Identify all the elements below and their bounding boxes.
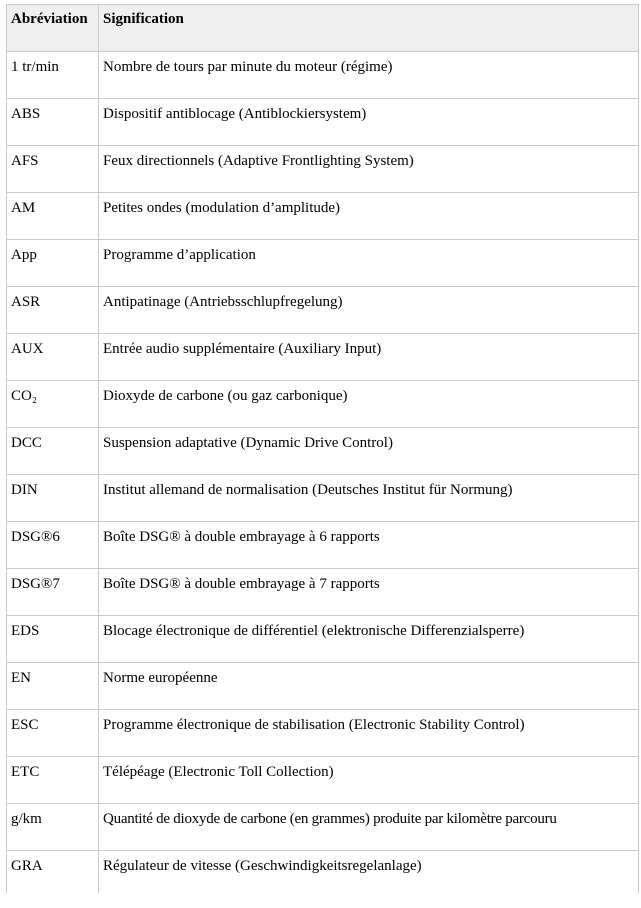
abbreviation-cell: DSG®6 <box>7 522 99 569</box>
abbreviation-cell: ABS <box>7 99 99 146</box>
table-row <box>7 475 639 522</box>
meaning-cell: Petites ondes (modulation d’amplitude) <box>99 193 639 240</box>
abbreviation-cell: ASR <box>7 287 99 334</box>
abbreviation-cell: EDS <box>7 616 99 663</box>
table-row <box>7 428 639 475</box>
meaning-cell: Quantité de dioxyde de carbone (en grammes) produite par kilomètre parcouru <box>99 804 639 851</box>
abbreviation-cell: EN <box>7 663 99 710</box>
table-row <box>7 710 639 757</box>
meaning-cell: Programme électronique de stabilisation (Electronic Stability Control) <box>99 710 639 757</box>
table-row <box>7 616 639 663</box>
header-meaning: Signification <box>99 5 639 52</box>
abbreviation-cell: 1 tr/min <box>7 52 99 99</box>
table-row <box>7 193 639 240</box>
meaning-cell: Boîte DSG® à double embrayage à 7 rapports <box>99 569 639 616</box>
meaning-cell: Nombre de tours par minute du moteur (régime) <box>99 52 639 99</box>
meaning-cell: Institut allemand de normalisation (Deutsches Institut für Normung) <box>99 475 639 522</box>
abbreviation-cell: ETC <box>7 757 99 804</box>
table-row <box>7 240 639 287</box>
header-abbreviation: Abréviation <box>7 5 99 52</box>
meaning-cell: Dioxyde de carbone (ou gaz carbonique) <box>99 381 639 428</box>
table-row <box>7 804 639 851</box>
abbreviation-cell: App <box>7 240 99 287</box>
meaning-cell: Norme européenne <box>99 663 639 710</box>
meaning-cell: Télépéage (Electronic Toll Collection) <box>99 757 639 804</box>
meaning-cell: Blocage électronique de différentiel (elektronische Differenzialsperre) <box>99 616 639 663</box>
table-row <box>7 99 639 146</box>
meaning-cell: Boîte DSG® à double embrayage à 6 rapports <box>99 522 639 569</box>
abbreviation-cell: AUX <box>7 334 99 381</box>
abbreviation-cell: CO₂ <box>7 381 99 428</box>
meaning-cell: Feux directionnels (Adaptive Frontlighting System) <box>99 146 639 193</box>
abbreviation-cell: AM <box>7 193 99 240</box>
abbreviation-table <box>6 4 639 893</box>
table-row <box>7 663 639 710</box>
abbreviation-cell: GRA <box>7 851 99 893</box>
abbreviation-cell: DCC <box>7 428 99 475</box>
table-row <box>7 851 639 893</box>
abbreviation-cell: DIN <box>7 475 99 522</box>
abbreviation-cell: AFS <box>7 146 99 193</box>
table-row <box>7 287 639 334</box>
meaning-cell: Antipatinage (Antriebsschlupfregelung) <box>99 287 639 334</box>
table-row <box>7 757 639 804</box>
abbreviation-cell: ESC <box>7 710 99 757</box>
table-header-row <box>7 5 639 52</box>
table-row <box>7 52 639 99</box>
meaning-cell: Suspension adaptative (Dynamic Drive Control) <box>99 428 639 475</box>
abbreviation-cell: g/km <box>7 804 99 851</box>
abbreviation-cell: DSG®7 <box>7 569 99 616</box>
table-row <box>7 334 639 381</box>
table-row <box>7 381 639 428</box>
table-row <box>7 522 639 569</box>
meaning-cell: Dispositif antiblocage (Antiblockiersystem) <box>99 99 639 146</box>
table-row <box>7 569 639 616</box>
meaning-cell: Programme d’application <box>99 240 639 287</box>
meaning-cell: Entrée audio supplémentaire (Auxiliary Input) <box>99 334 639 381</box>
meaning-cell: Régulateur de vitesse (Geschwindigkeitsregelanlage) <box>99 851 639 893</box>
table-row <box>7 146 639 193</box>
